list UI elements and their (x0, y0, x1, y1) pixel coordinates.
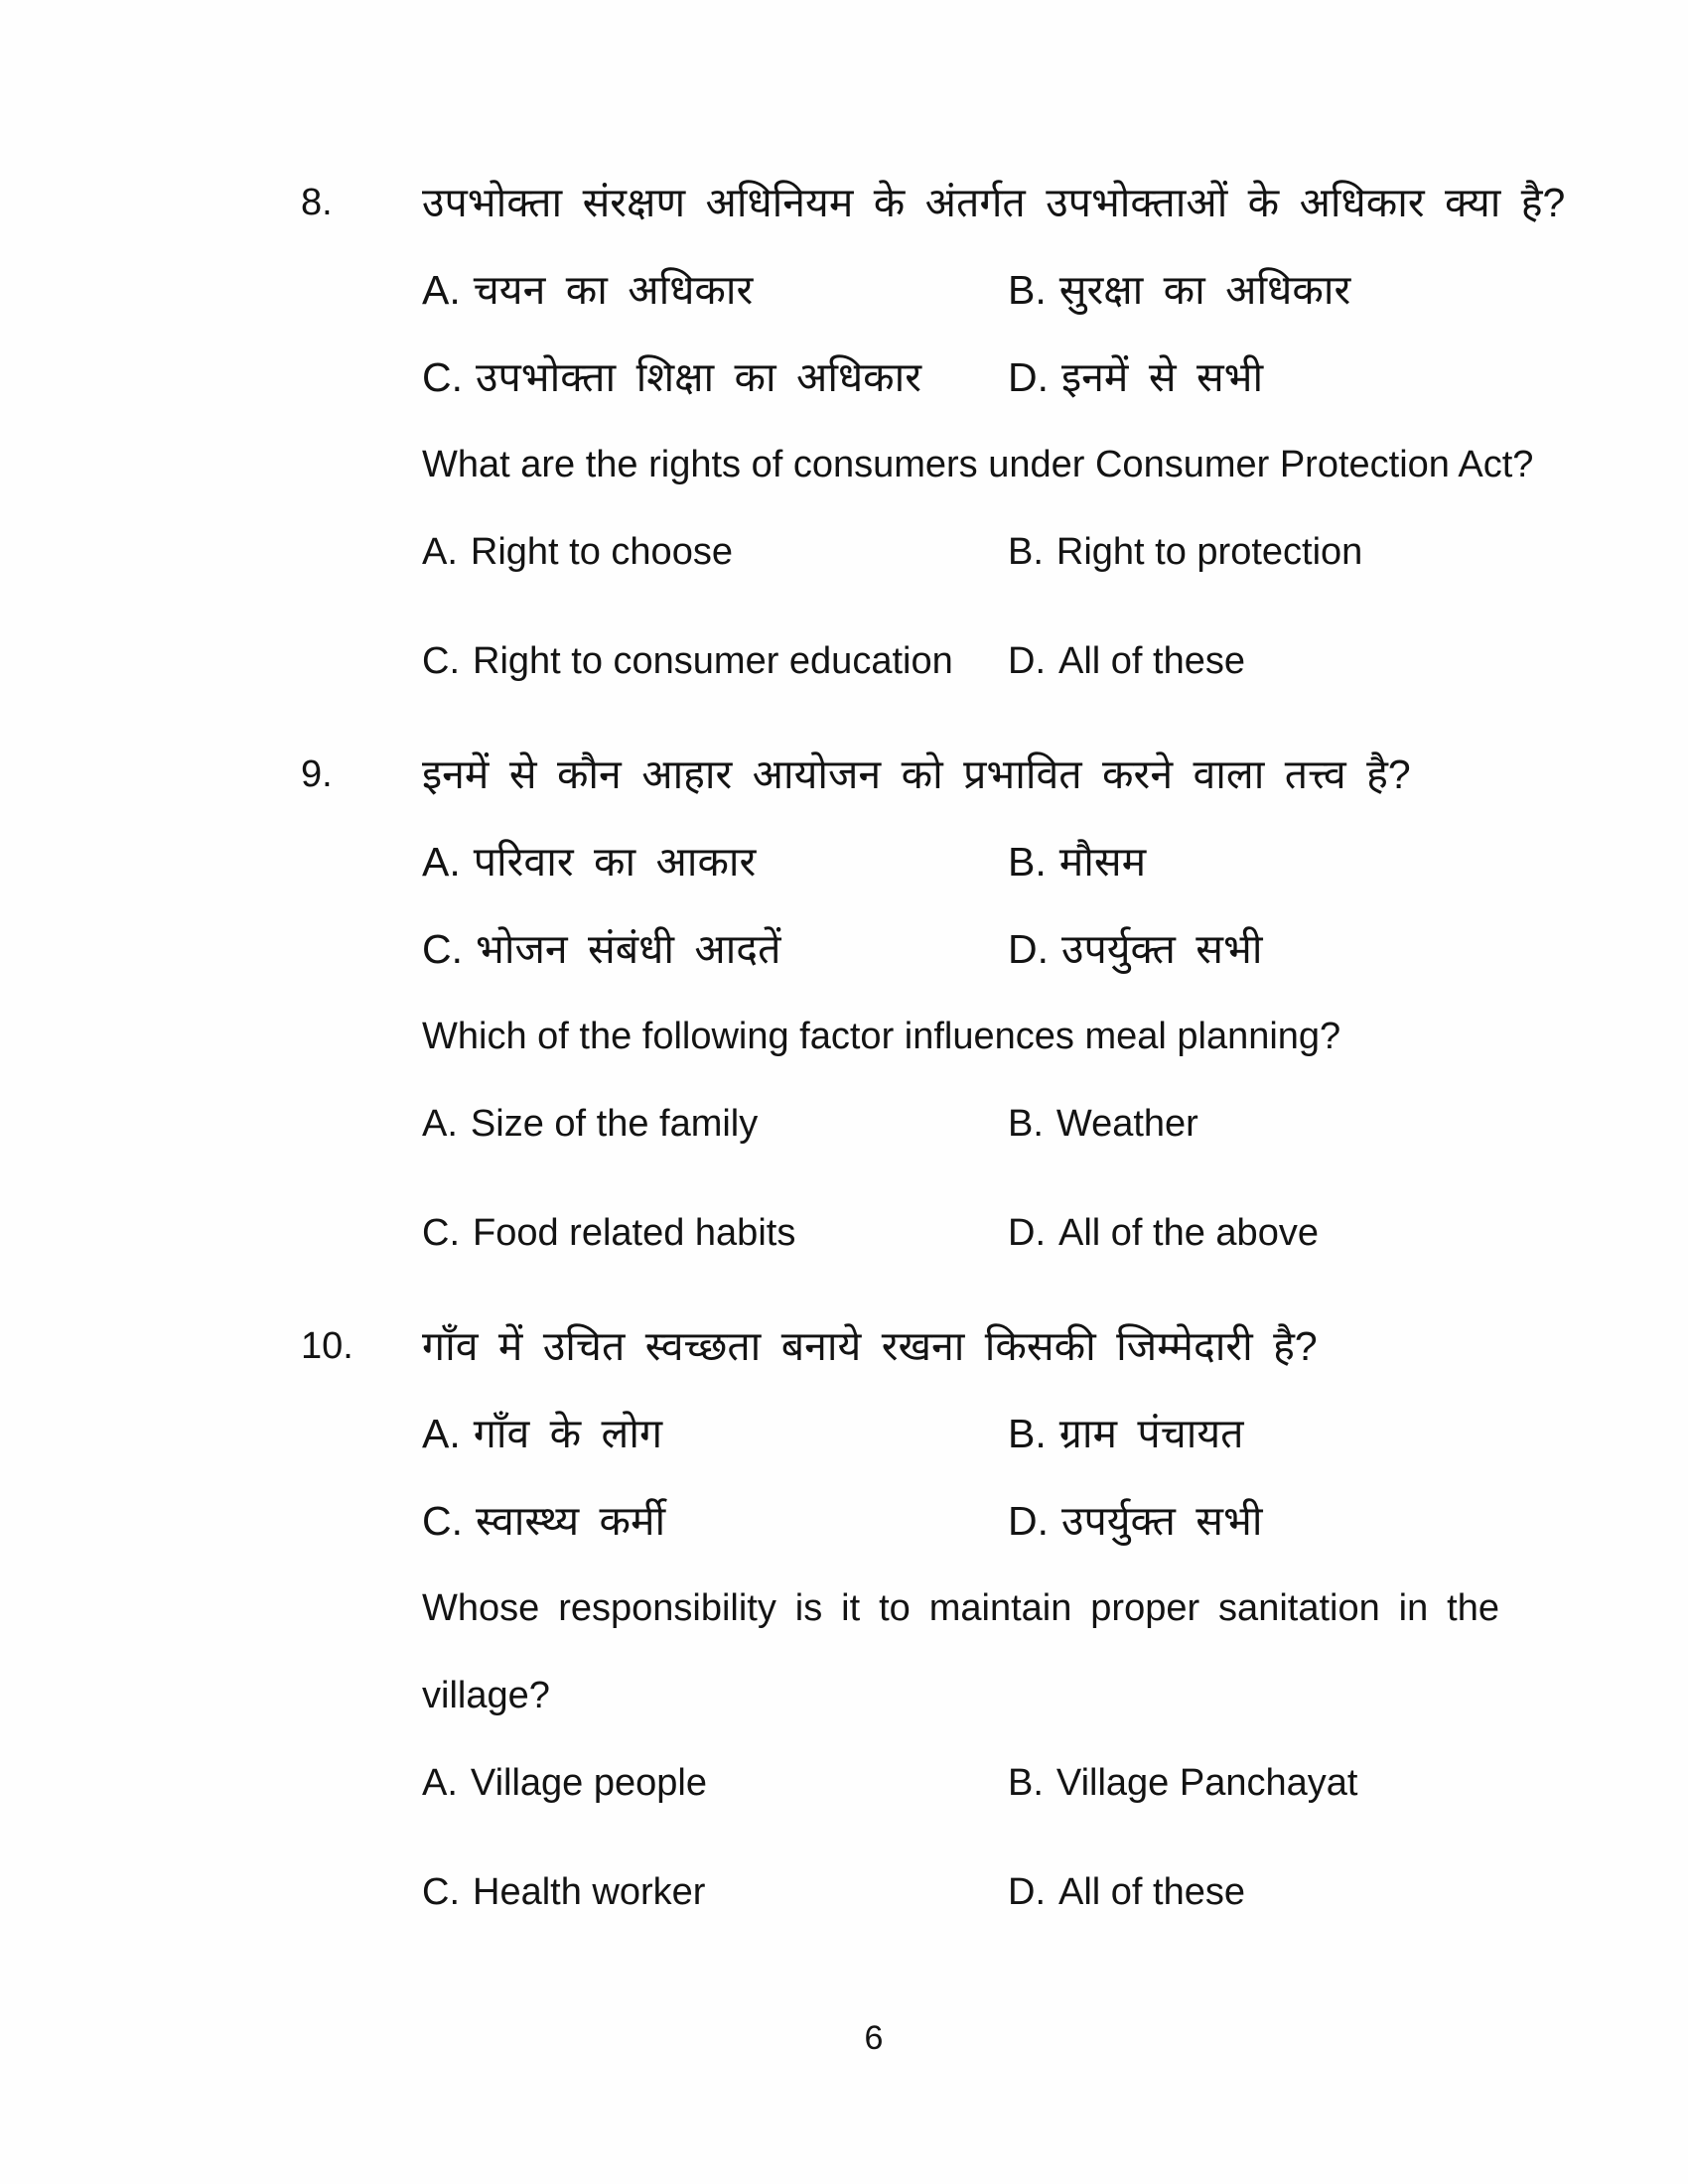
question-8-option-a-english (422, 508, 1008, 596)
option-label: A. (422, 839, 461, 885)
option-text: Food related habits (473, 1212, 796, 1254)
question-8 (301, 159, 1566, 705)
option-label: A. (422, 1103, 458, 1145)
option-text: Village people (470, 1762, 707, 1804)
question-10-english-options-row-1 (422, 1739, 1499, 1827)
question-10-option-a-english (422, 1739, 1008, 1827)
question-8-option-b-english (1008, 508, 1499, 596)
option-label: D. (1008, 1871, 1046, 1913)
question-9 (301, 731, 1499, 1277)
question-9-option-b-hindi (1008, 818, 1499, 905)
question-8-english-options-row-1 (422, 508, 1499, 596)
option-text: Village Panchayat (1055, 1762, 1358, 1804)
question-10-number: 10. (301, 1325, 353, 1367)
page-number: 6 (864, 2019, 884, 2057)
option-text: चयन का अधिकार (473, 267, 754, 313)
option-label: D. (1008, 926, 1049, 972)
question-10-english-options-row-2 (422, 1848, 1499, 1936)
option-label: B. (1008, 839, 1047, 885)
option-text: गाँव के लोग (473, 1411, 663, 1456)
option-text: All of the above (1058, 1212, 1319, 1254)
option-text: ग्राम पंचायत (1058, 1411, 1244, 1456)
question-9-text-english: Which of the following factor influences meal planning? (422, 1016, 1341, 1057)
option-label: B. (1008, 531, 1044, 573)
option-label: A. (422, 1762, 458, 1804)
question-10-text-hindi: गाँव में उचित स्वच्छता बनाये रखना किसकी जिम्मेदारी है? (422, 1323, 1318, 1369)
question-10-option-d-english (1008, 1848, 1499, 1936)
question-10-option-c-hindi (422, 1477, 1008, 1565)
question-10-text-english-line-1: Whose responsibility is it to maintain proper sanitation in the (422, 1587, 1499, 1629)
option-label: D. (1008, 354, 1049, 400)
option-label: C. (422, 640, 460, 682)
option-label: B. (1008, 1411, 1047, 1456)
question-10-option-d-hindi (1008, 1477, 1499, 1565)
question-9-option-b-english (1008, 1080, 1499, 1167)
question-8-option-d-hindi (1008, 334, 1499, 421)
question-10-option-b-hindi (1008, 1390, 1499, 1477)
question-9-number: 9. (301, 753, 333, 795)
question-8-option-a-hindi (422, 246, 1008, 334)
question-9-option-c-english (422, 1189, 1008, 1277)
option-text: इनमें से सभी (1061, 354, 1264, 400)
question-9-option-c-hindi (422, 905, 1008, 993)
option-text: Right to protection (1055, 531, 1363, 573)
question-9-text-hindi: इनमें से कौन आहार आयोजन को प्रभावित करने वाला तत्त्व है? (422, 751, 1411, 797)
option-text: All of these (1058, 640, 1245, 682)
option-text: भोजन संबंधी आदतें (476, 926, 781, 972)
question-9-option-a-english (422, 1080, 1008, 1167)
question-8-option-c-english (422, 617, 1008, 705)
option-text: उपर्युक्त सभी (1061, 926, 1263, 972)
question-10-text-english-line-2: village? (422, 1675, 550, 1716)
option-text: Size of the family (470, 1103, 759, 1145)
question-9-hindi-options-row-2 (422, 905, 1499, 993)
option-label: C. (422, 1212, 460, 1254)
option-text: Health worker (473, 1871, 706, 1913)
option-label: C. (422, 1498, 463, 1544)
option-label: C. (422, 1871, 460, 1913)
option-label: A. (422, 531, 458, 573)
option-label: B. (1008, 1103, 1044, 1145)
option-label: D. (1008, 640, 1046, 682)
option-label: A. (422, 1411, 461, 1456)
option-text: परिवार का आकार (473, 839, 757, 885)
option-label: D. (1008, 1212, 1046, 1254)
option-label: C. (422, 926, 463, 972)
option-text: स्वास्थ्य कर्मी (476, 1498, 666, 1544)
question-9-option-a-hindi (422, 818, 1008, 905)
option-text: सुरक्षा का अधिकार (1058, 267, 1351, 313)
page-footer (30, 2013, 1688, 2063)
question-8-hindi-options-row-1 (422, 246, 1499, 334)
question-8-text-hindi: उपभोक्ता संरक्षण अधिनियम के अंतर्गत उपभोक्ताओं के अधिकार क्या है? (422, 180, 1566, 225)
question-10 (301, 1302, 1499, 1936)
question-10-hindi-options-row-2 (422, 1477, 1499, 1565)
question-10-hindi-options-row-1 (422, 1390, 1499, 1477)
question-8-text-english: What are the rights of consumers under Consumer Protection Act? (422, 444, 1534, 485)
question-10-option-b-english (1008, 1739, 1499, 1827)
option-text: All of these (1058, 1871, 1245, 1913)
option-text: Right to choose (470, 531, 733, 573)
option-label: D. (1008, 1498, 1049, 1544)
option-label: C. (422, 354, 463, 400)
question-9-option-d-hindi (1008, 905, 1499, 993)
question-9-hindi-options-row-1 (422, 818, 1499, 905)
option-text: Right to consumer education (473, 640, 953, 682)
option-label: A. (422, 267, 461, 313)
question-8-option-c-hindi (422, 334, 1008, 421)
question-9-option-d-english (1008, 1189, 1499, 1277)
option-label: B. (1008, 1762, 1044, 1804)
question-8-english-options-row-2 (422, 617, 1499, 705)
question-8-option-d-english (1008, 617, 1499, 705)
option-text: मौसम (1058, 839, 1147, 885)
question-9-english-options-row-1 (422, 1080, 1499, 1167)
option-text: उपभोक्ता शिक्षा का अधिकार (476, 354, 922, 400)
option-text: Weather (1055, 1103, 1198, 1145)
option-text: उपर्युक्त सभी (1061, 1498, 1263, 1544)
question-10-option-a-hindi (422, 1390, 1008, 1477)
question-9-english-options-row-2 (422, 1189, 1499, 1277)
question-8-option-b-hindi (1008, 246, 1499, 334)
question-8-hindi-options-row-2 (422, 334, 1499, 421)
question-8-number: 8. (301, 182, 333, 223)
question-10-option-c-english (422, 1848, 1008, 1936)
option-label: B. (1008, 267, 1047, 313)
